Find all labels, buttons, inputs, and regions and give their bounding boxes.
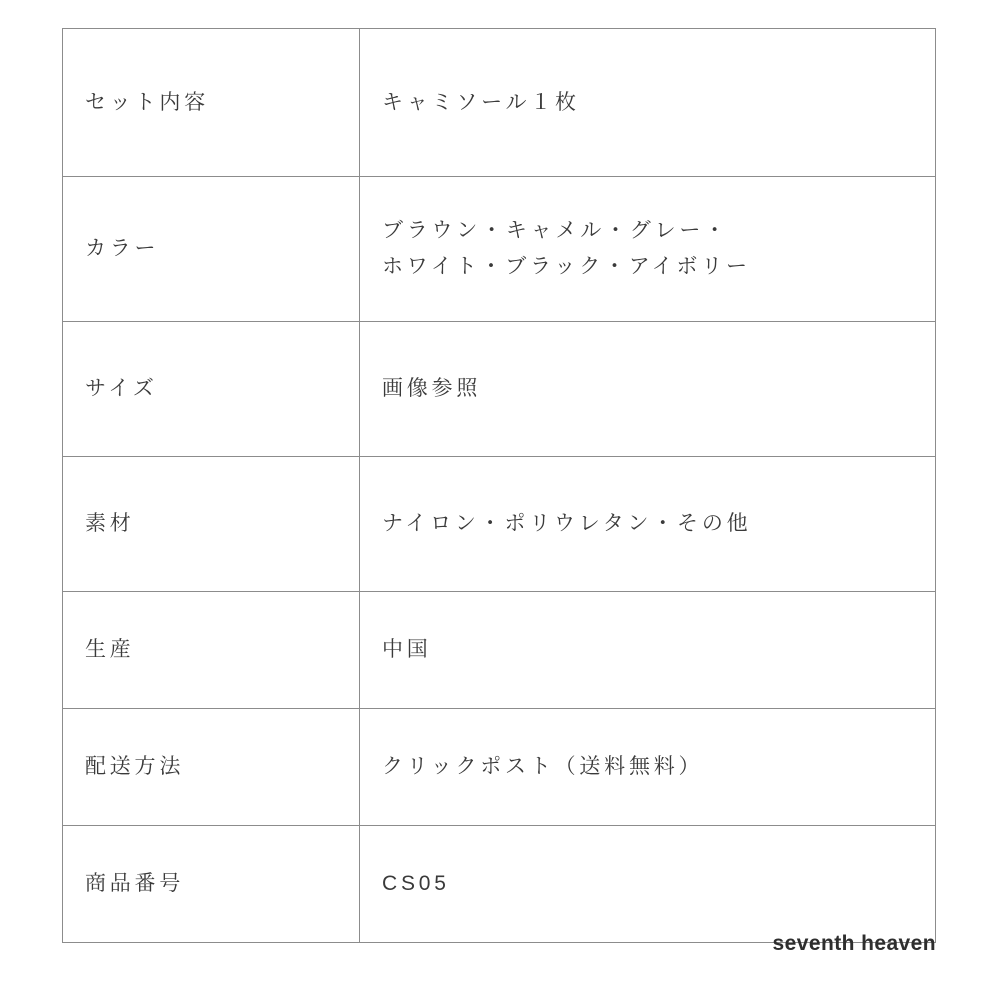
spec-value-line: ホワイト・ブラック・アイボリー — [382, 255, 751, 278]
spec-label-product-number: 商品番号 — [63, 826, 360, 943]
spec-value-line: 画像参照 — [382, 377, 482, 401]
table-row — [63, 592, 936, 709]
spec-value-line: ナイロン・ポリウレタン・その他 — [382, 512, 752, 536]
spec-value-line: キャミソール１枚 — [382, 90, 580, 114]
spec-value-line: ブラウン・キャメル・グレー・ — [382, 219, 729, 243]
spec-value-color — [360, 177, 936, 322]
table-row — [63, 177, 936, 322]
spec-value-product-number — [360, 826, 936, 943]
spec-table-body — [63, 29, 936, 943]
table-row — [63, 322, 936, 457]
spec-value-set-contents — [360, 29, 936, 177]
table-row — [63, 709, 936, 826]
spec-value-line: クリックポスト（送料無料） — [382, 755, 704, 779]
spec-value-line: CS05 — [382, 872, 450, 896]
table-row — [63, 826, 936, 943]
spec-value-production — [360, 592, 936, 709]
spec-label-color: カラー — [63, 177, 360, 322]
spec-label-size: サイズ — [63, 322, 360, 457]
product-spec-table — [62, 28, 936, 943]
spec-value-size — [360, 322, 936, 457]
spec-label-set-contents: セット内容 — [63, 29, 360, 177]
spec-label-material: 素材 — [63, 457, 360, 592]
spec-label-shipping-method: 配送方法 — [63, 709, 360, 826]
table-row — [63, 29, 936, 177]
spec-value-line: 中国 — [382, 638, 432, 662]
brand-logo-text: seventh heaven — [772, 932, 936, 955]
spec-label-production: 生産 — [63, 592, 360, 709]
spec-value-shipping-method — [360, 709, 936, 826]
spec-value-material — [360, 457, 936, 592]
table-row — [63, 457, 936, 592]
